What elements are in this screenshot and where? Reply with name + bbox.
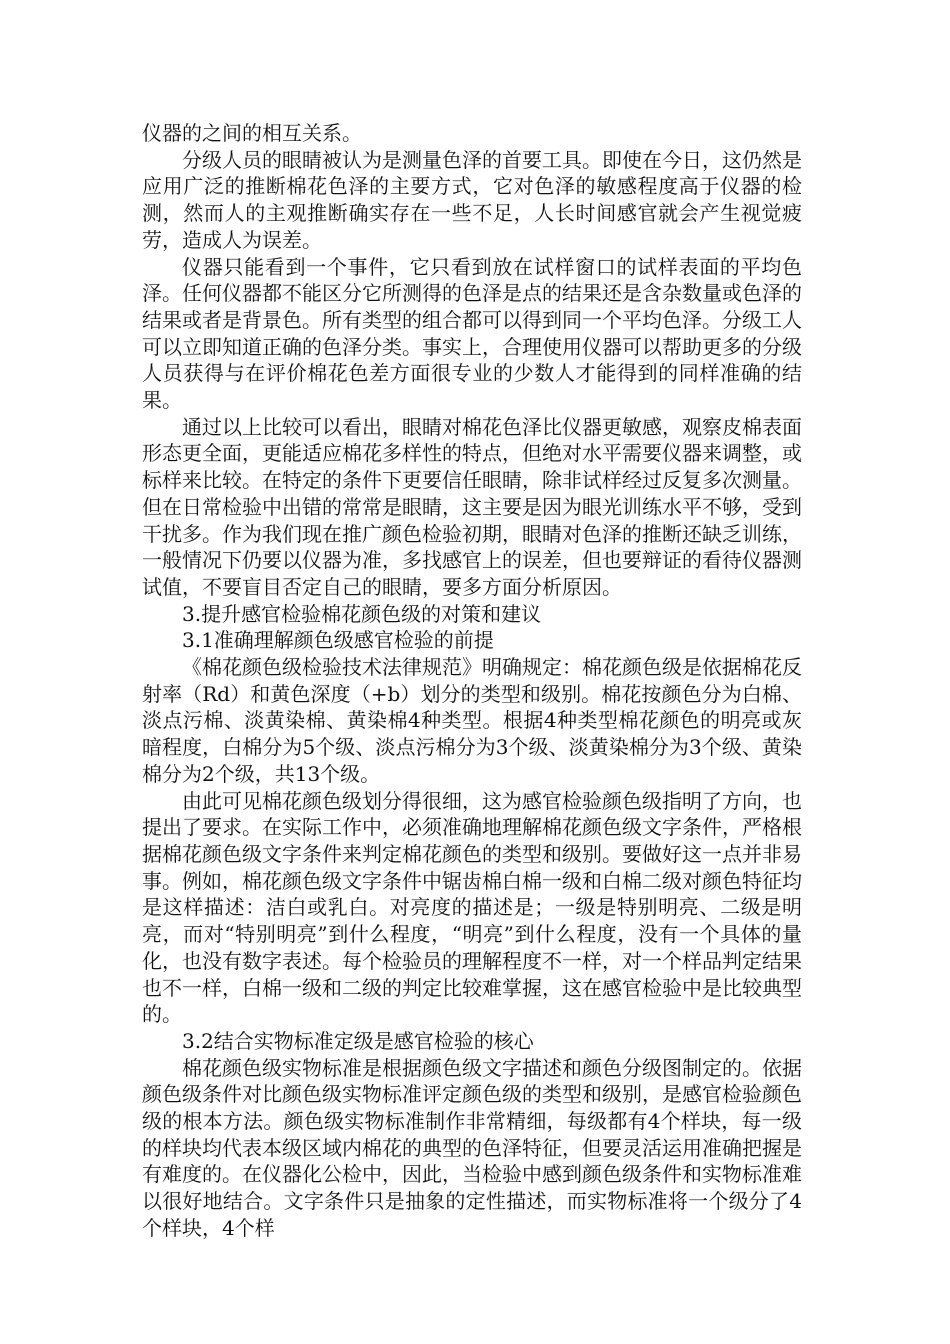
section-heading-3-2: 3.2结合实物标准定级是感官检验的核心 xyxy=(182,1028,534,1053)
document-page xyxy=(142,120,802,1242)
section-heading-3: 3.提升感官检验棉花颜色级的对策和建议 xyxy=(182,601,542,626)
section-heading-3-1: 3.1准确理解颜色级感官检验的前提 xyxy=(182,628,494,653)
paragraph-comparison-summary: 通过以上比较可以看出，眼睛对棉花色泽比仪器更敏感，观察皮棉表面形态更全面，更能适应棉花多样性的特点，但绝对水平需要仪器来调整，或标样来比较。在特定的条件下更要信任眼睛，除非试样经过反复多次测量。但在日常检验中出错的常常是眼睛，这主要是因为眼光训练水平不够，受到干扰多。作为我们现在推广颜色检验初期，眼睛对色泽的推断还缺乏训练，一般情况下仍要以仪器为准，多找感官上的误差，但也要辩证的看待仪器测试值，不要盲目否定自己的眼睛，要多方面分析原因。 xyxy=(142,414,802,599)
paragraph-continuation: 仪器的之间的相互关系。 xyxy=(142,121,362,145)
paragraph-instrument-limits: 仪器只能看到一个事件，它只看到放在试样窗口的试样表面的平均色泽。任何仪器都不能区分它所测得的色泽是点的结果还是含杂数量或色泽的结果或者是背景色。所有类型的组合都可以得到同一个平均色泽。分级工人可以立即知道正确的色泽分类。事实上，合理使用仪器可以帮助更多的分级人员获得与在评价棉花色差方面很专业的少数人才能得到的同样准确的结果。 xyxy=(142,254,802,413)
paragraph-grade-interpretation: 由此可见棉花颜色级划分得很细，这为感官检验颜色级指明了方向，也提出了要求。在实际工作中，必须准确地理解棉花颜色级文字条件，严格根据棉花颜色级文字条件来判定棉花颜色的类型和级别。要做好这一点并非易事。例如，棉花颜色级文字条件中锯齿棉白棉一级和白棉二级对颜色特征均是这样描述：洁白或乳白。对亮度的描述是；一级是特别明亮、二级是明亮，而对“特别明亮”到什么程度，“明亮”到什么程度，没有一个具体的量化，也没有数字表述。每个检验员的理解程度不一样，对一个样品判定结果也不一样，白棉一级和二级的判定比较难掌握，这在感官检验中是比较典型的。 xyxy=(142,788,802,1027)
paragraph-eye-as-tool: 分级人员的眼睛被认为是测量色泽的首要工具。即使在今日，这仍然是应用广泛的推断棉花色泽的主要方式，它对色泽的敏感程度高于仪器的检测，然而人的主观推断确实存在一些不足，人长时间感官就会产生视觉疲劳，造成人为误差。 xyxy=(142,147,802,252)
paragraph-color-grade-definition: 《棉花颜色级检验技术法律规范》明确规定：棉花颜色级是依据棉花反射率（Rd）和黄色深度（+b）划分的类型和级别。棉花按颜色分为白棉、淡点污棉、淡黄染棉、黄染棉4种类型。根据4种类型棉花颜色的明亮或灰暗程度，白棉分为5个级、淡点污棉分为3个级、淡黄染棉分为3个级、黄染棉分为2个级，共13个级。 xyxy=(142,655,802,786)
paragraph-physical-standard: 棉花颜色级实物标准是根据颜色级文字描述和颜色分级图制定的。依据颜色级条件对比颜色级实物标准评定颜色级的类型和级别，是感官检验颜色级的根本方法。颜色级实物标准制作非常精细，每级都有4个样块，每一级的样块均代表本级区域内棉花的典型的色泽特征，但要灵活运用准确把握是有难度的。在仪器化公检中，因此，当检验中感到颜色级条件和实物标准难以很好地结合。文字条件只是抽象的定性描述，而实物标准将一个级分了4个样块，4个样 xyxy=(142,1055,802,1240)
